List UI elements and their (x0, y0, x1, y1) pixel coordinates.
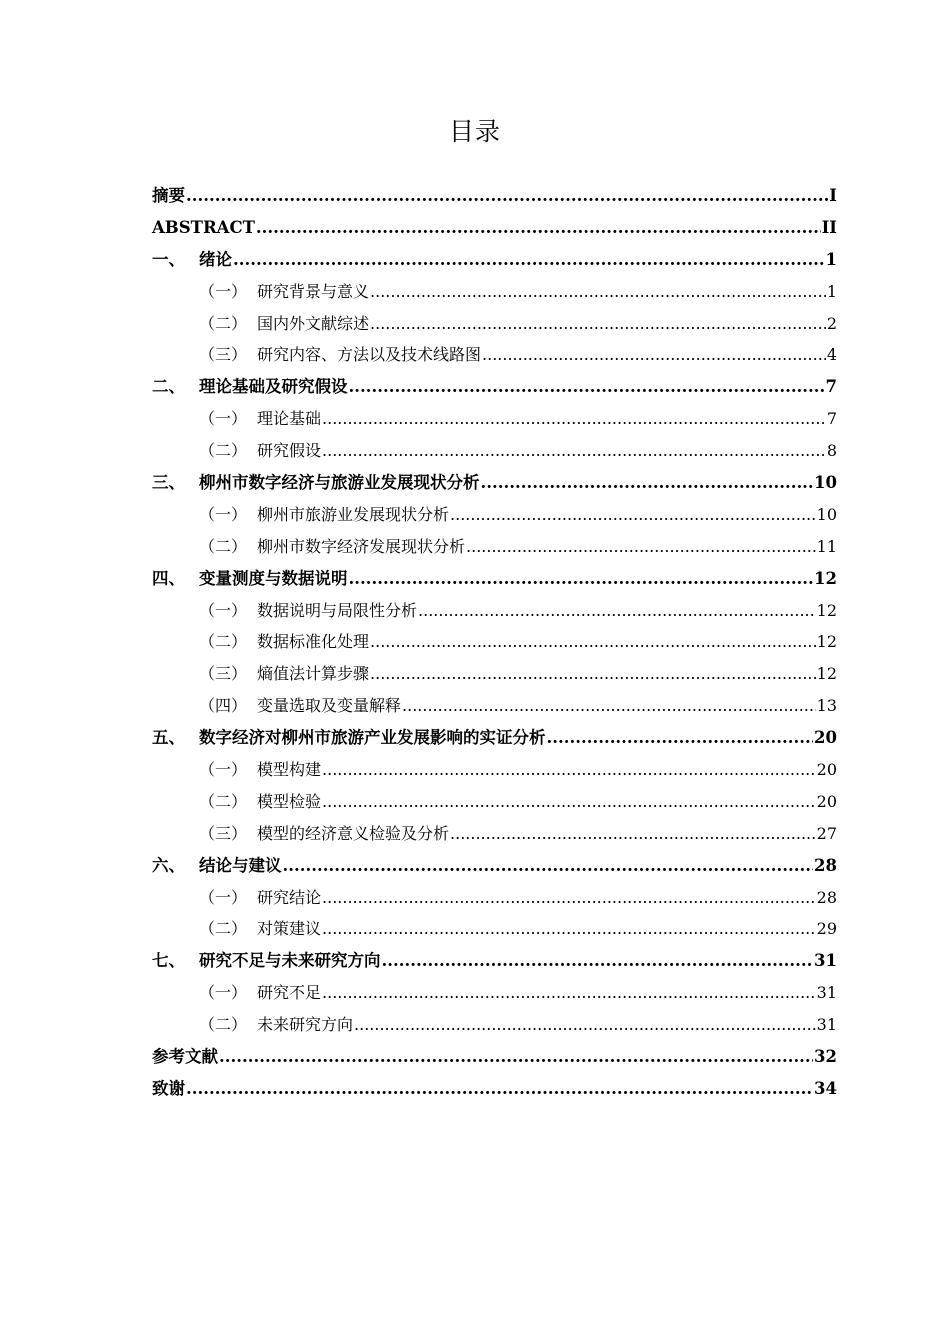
toc-subentry[interactable] (152, 977, 837, 1009)
toc-entry-number: 一、 (152, 249, 185, 269)
dot-leader (382, 945, 814, 977)
toc-entry-label: 柳州市数字经济发展现状分析 (257, 536, 466, 556)
toc-entry-number: 二、 (152, 377, 185, 397)
toc-subentry[interactable] (152, 626, 837, 658)
toc-entry-number: （三） (199, 823, 248, 843)
toc-entry-label: 对策建议 (257, 919, 322, 939)
dot-leader (370, 658, 816, 690)
toc-entry-number: （一） (199, 760, 248, 780)
toc-entry-label: 变量测度与数据说明 (199, 568, 348, 588)
dot-leader (547, 722, 814, 754)
toc-entry-number: （二） (199, 919, 248, 939)
toc-subentry[interactable] (152, 690, 837, 722)
toc-entry-label: 数据说明与局限性分析 (257, 600, 418, 620)
dot-leader (322, 786, 816, 818)
table-of-contents (152, 180, 837, 1105)
toc-entry-number: （一） (199, 504, 248, 524)
toc-entry-label: 数据标准化处理 (257, 632, 370, 652)
toc-entry-label: 柳州市数字经济与旅游业发展现状分析 (199, 473, 480, 493)
dot-leader (283, 850, 814, 882)
toc-entry-page-number: II (821, 217, 837, 237)
toc-subentry[interactable] (152, 1009, 837, 1041)
toc-entry-page-number: 4 (826, 345, 837, 365)
toc-subentry[interactable] (152, 754, 837, 786)
toc-subentry[interactable] (152, 531, 837, 563)
dot-leader (219, 1041, 813, 1073)
toc-entry-page-number: 12 (814, 568, 837, 588)
toc-subentry[interactable] (152, 786, 837, 818)
toc-entry-label: 柳州市旅游业发展现状分析 (257, 504, 450, 524)
toc-entry-label: 模型构建 (257, 760, 322, 780)
toc-subentry[interactable] (152, 308, 837, 340)
toc-entry[interactable] (152, 850, 837, 882)
toc-entry-label: 熵值法计算步骤 (257, 664, 370, 684)
toc-entry[interactable] (152, 244, 837, 276)
toc-entry-label: 研究背景与意义 (257, 281, 370, 301)
toc-entry-page-number: 12 (816, 632, 837, 652)
toc-entry-label: 致谢 (152, 1078, 185, 1098)
toc-entry-label: 研究结论 (257, 887, 322, 907)
toc-entry-page-number: 28 (816, 887, 837, 907)
toc-entry-label: 研究不足与未来研究方向 (199, 951, 381, 971)
toc-entry-number: （一） (199, 600, 248, 620)
toc-subentry[interactable] (152, 913, 837, 945)
toc-entry-page-number: 31 (816, 1015, 837, 1035)
toc-subentry[interactable] (152, 882, 837, 914)
toc-entry-page-number: 1 (826, 281, 837, 301)
dot-leader (322, 977, 816, 1009)
toc-entry-label: 摘要 (152, 186, 185, 205)
toc-entry-number: （二） (199, 313, 248, 333)
toc-entry[interactable] (152, 212, 837, 244)
dot-leader (233, 244, 825, 276)
toc-subentry[interactable] (152, 818, 837, 850)
toc-entry-number: （一） (199, 983, 248, 1003)
toc-subentry[interactable] (152, 276, 837, 308)
toc-entry-number: （一） (199, 281, 248, 301)
dot-leader (186, 1073, 813, 1105)
dot-leader (466, 531, 816, 563)
dot-leader (256, 212, 821, 244)
toc-entry-label: 理论基础及研究假设 (199, 377, 348, 397)
toc-entry-label: 研究假设 (257, 441, 322, 461)
toc-entry-number: （四） (199, 696, 248, 716)
toc-entry[interactable] (152, 1041, 837, 1073)
dot-leader (450, 818, 816, 850)
toc-subentry[interactable] (152, 339, 837, 371)
toc-entry-page-number: 11 (816, 536, 837, 556)
dot-leader (402, 690, 816, 722)
toc-entry-label: 变量选取及变量解释 (257, 696, 402, 716)
toc-entry-number: 五、 (152, 728, 185, 748)
toc-entry-page-number: 13 (816, 696, 837, 716)
toc-entry-label: 模型检验 (257, 791, 322, 811)
toc-entry-label: 未来研究方向 (257, 1015, 354, 1035)
toc-entry-page-number: I (829, 186, 837, 205)
dot-leader (322, 754, 816, 786)
toc-entry-number: 三、 (152, 473, 185, 493)
toc-entry-number: （三） (199, 345, 248, 365)
toc-entry-page-number: 20 (814, 728, 837, 748)
dot-leader (354, 1009, 816, 1041)
toc-entry-page-number: 27 (816, 823, 837, 843)
toc-entry-label: ABSTRACT (152, 217, 255, 237)
toc-entry-label: 参考文献 (152, 1047, 218, 1067)
toc-entry-number: （一） (199, 887, 248, 907)
toc-entry[interactable] (152, 563, 837, 595)
toc-entry-number: （一） (199, 409, 248, 429)
toc-entry-page-number: 28 (814, 855, 837, 875)
toc-entry[interactable] (152, 945, 837, 977)
toc-entry-number: （二） (199, 791, 248, 811)
toc-entry-page-number: 12 (816, 664, 837, 684)
toc-entry[interactable] (152, 371, 837, 403)
dot-leader (370, 276, 826, 308)
toc-entry-number: 七、 (152, 951, 185, 971)
dot-leader (322, 435, 826, 467)
toc-entry-number: （三） (199, 664, 248, 684)
toc-entry-label: 研究不足 (257, 983, 322, 1003)
toc-entry-page-number: 20 (816, 791, 837, 811)
toc-entry[interactable] (152, 1073, 837, 1105)
toc-entry-number: 六、 (152, 855, 185, 875)
toc-entry-label: 数字经济对柳州市旅游产业发展影响的实证分析 (199, 728, 546, 748)
toc-entry-number: （二） (199, 441, 248, 461)
toc-entry-page-number: 32 (814, 1047, 837, 1067)
toc-subentry[interactable] (152, 499, 837, 531)
dot-leader (349, 563, 814, 595)
dot-leader (322, 882, 816, 914)
dot-leader (322, 913, 816, 945)
dot-leader (450, 499, 816, 531)
toc-subentry[interactable] (152, 435, 837, 467)
toc-entry-page-number: 8 (826, 441, 837, 461)
dot-leader (349, 371, 825, 403)
toc-entry-page-number: 20 (816, 760, 837, 780)
toc-entry-label: 绪论 (199, 249, 232, 269)
toc-entry-number: （二） (199, 1015, 248, 1035)
toc-entry-page-number: 34 (814, 1078, 837, 1098)
toc-entry-page-number: 7 (826, 409, 837, 429)
toc-entry-page-number: 29 (816, 919, 837, 939)
dot-leader (370, 308, 826, 340)
toc-entry-number: （二） (199, 536, 248, 556)
toc-entry[interactable] (152, 467, 837, 499)
toc-entry-number: （二） (199, 632, 248, 652)
dot-leader (481, 467, 814, 499)
toc-entry-page-number: 12 (816, 600, 837, 620)
dot-leader (418, 595, 816, 627)
toc-entry-page-number: 2 (826, 313, 837, 333)
toc-entry-label: 国内外文献综述 (257, 313, 370, 333)
toc-entry[interactable] (152, 722, 837, 754)
dot-leader (186, 180, 828, 212)
toc-title: 目录 (448, 117, 501, 146)
toc-entry-label: 研究内容、方法以及技术线路图 (257, 345, 482, 365)
toc-subentry[interactable] (152, 658, 837, 690)
toc-subentry[interactable] (152, 595, 837, 627)
dot-leader (322, 403, 826, 435)
toc-entry[interactable] (152, 180, 837, 212)
toc-entry-page-number: 10 (816, 504, 837, 524)
dot-leader (370, 626, 816, 658)
toc-entry-label: 模型的经济意义检验及分析 (257, 823, 450, 843)
toc-entry-label: 理论基础 (257, 409, 322, 429)
dot-leader (482, 339, 826, 371)
toc-entry-page-number: 1 (825, 249, 837, 269)
toc-entry-page-number: 7 (825, 377, 837, 397)
toc-subentry[interactable] (152, 403, 837, 435)
toc-entry-label: 结论与建议 (199, 855, 282, 875)
toc-entry-number: 四、 (152, 568, 185, 588)
toc-entry-page-number: 10 (814, 473, 837, 493)
toc-entry-page-number: 31 (816, 983, 837, 1003)
toc-entry-page-number: 31 (814, 951, 837, 971)
